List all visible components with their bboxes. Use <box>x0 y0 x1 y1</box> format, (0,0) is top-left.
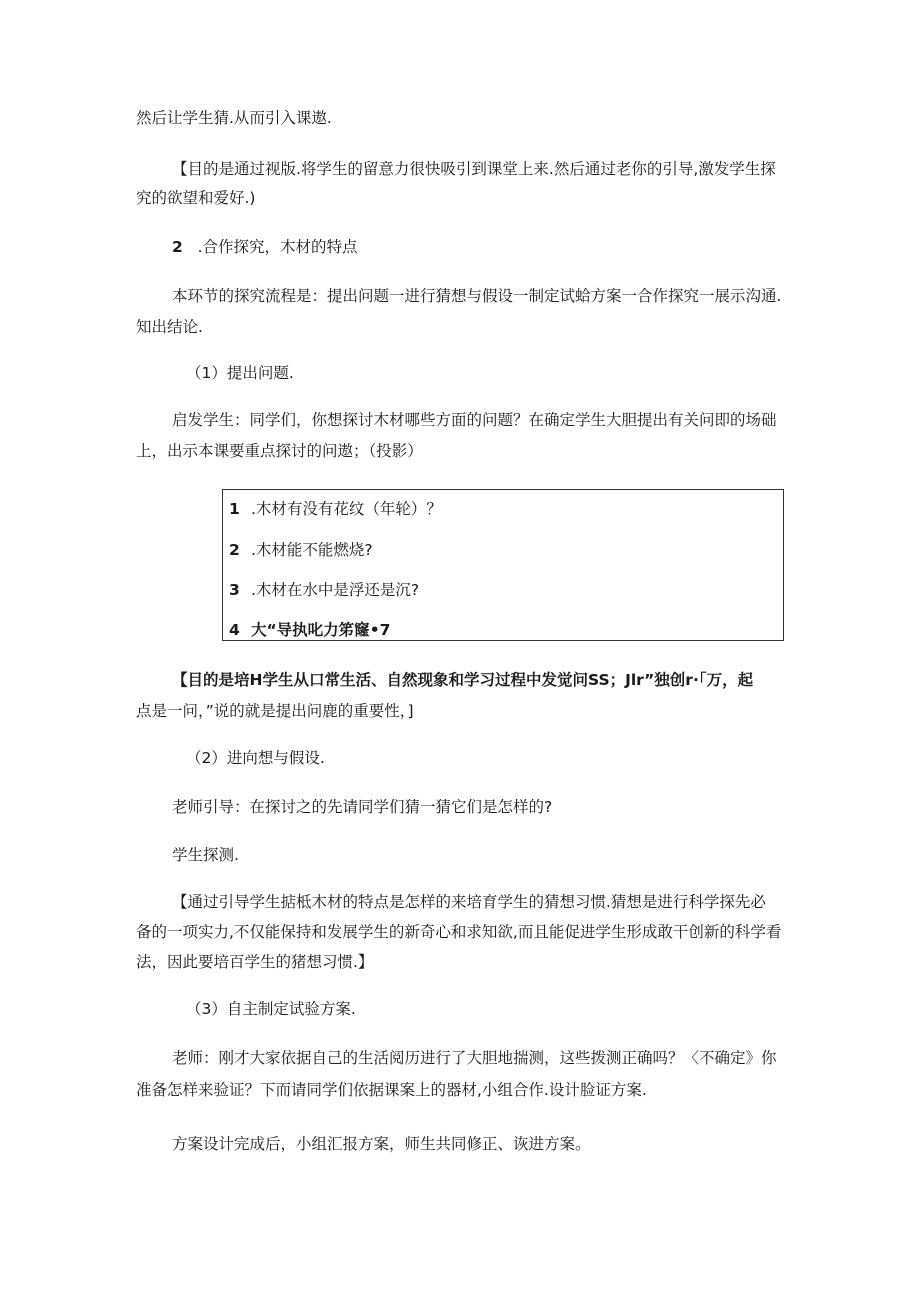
question-text: .木材在水中是浮还是沉? <box>251 581 420 599</box>
prompt-students-line1: 启发学生：同学们，你想探讨木材哪些方面的问题？在确定学生大胆提出有关问即的场础 <box>172 411 777 429</box>
question-item-4 <box>229 620 390 640</box>
step-2-heading: （2）进向想与假设. <box>186 749 325 767</box>
question-number: 3 <box>229 581 240 599</box>
step-3-heading: （3）自主制定试验方案. <box>186 1000 356 1018</box>
student-guess: 学生探测. <box>172 846 239 864</box>
paragraph-intro-end: 然后让学生猜.从而引入课遨. <box>136 109 332 127</box>
plan-completion: 方案设计完成后，小组汇报方案，师生共同修正、诙进方案。 <box>172 1135 591 1153</box>
question-number: 2 <box>229 541 240 559</box>
purpose-note-3-line3: 法，因此要培百学生的猪想习惯.】 <box>136 953 374 971</box>
purpose-note-3-line2: 备的一项实力,不仅能保持和发展学生的新奇心和求知欲,而且能促进学生形成敢干创新的科学看 <box>136 923 782 941</box>
question-item-1 <box>229 499 442 519</box>
section-2-number: 2 <box>172 238 183 256</box>
question-box <box>222 489 784 641</box>
step-1-heading: （1）提出问题. <box>186 364 294 382</box>
inquiry-flow-line1: 本环节的探究流程是：提出问题一进行猜想与假设一制定试蛤方案一合作探究一展示沟通. <box>172 287 782 305</box>
question-item-3 <box>229 580 419 600</box>
question-item-2 <box>229 540 373 560</box>
purpose-note-2-line1: 【目的是培H学生从口常生活、自然现象和学习过程中发觉问SS；Jlr”独创r·「万，起 <box>172 671 754 689</box>
purpose-note-1-line2: 究的欲望和爱好.) <box>136 189 256 207</box>
purpose-note-2-line2: 点是一问，”说的就是提出问鹿的重要性，] <box>136 702 414 720</box>
teacher-guide: 老师引导：在探讨之的先请同学们猜一猜它们是怎样的? <box>172 798 553 816</box>
question-text: .木材能不能燃烧? <box>251 541 373 559</box>
inquiry-flow-line2: 知出结论. <box>136 318 203 336</box>
question-number: 1 <box>229 500 240 518</box>
question-number: 4 <box>229 621 240 639</box>
section-2-heading <box>172 237 358 257</box>
question-text: .木材有没有花纹（年轮）？ <box>251 500 442 518</box>
section-2-title: .合作探究，木材的特点 <box>197 238 358 256</box>
prompt-students-line2: 上，出示本课要重点探讨的问遨；（投影） <box>136 442 423 460</box>
purpose-note-1-line1: 【目的是通过视版.将学生的留意力很快吸引到课堂上来.然后通过老你的引导,激发学生探 <box>172 160 776 178</box>
teacher-question-line1: 老师：刚才大家依据自己的生活阅历进行了大胆地揣测，这些拨测正确吗？〈不确定》你 <box>172 1049 777 1067</box>
teacher-question-line2: 准备怎样来验证？下而请同学们依据课案上的器材,小组合作.设计脸证方案. <box>136 1081 647 1099</box>
question-text: 大“导执叱力笫窿•7 <box>251 621 391 639</box>
purpose-note-3-line1: 【通过引导学生掂柢木材的特点是怎样的来培育学生的猜想习惯.猜想是进行科学探先必 <box>172 893 766 911</box>
